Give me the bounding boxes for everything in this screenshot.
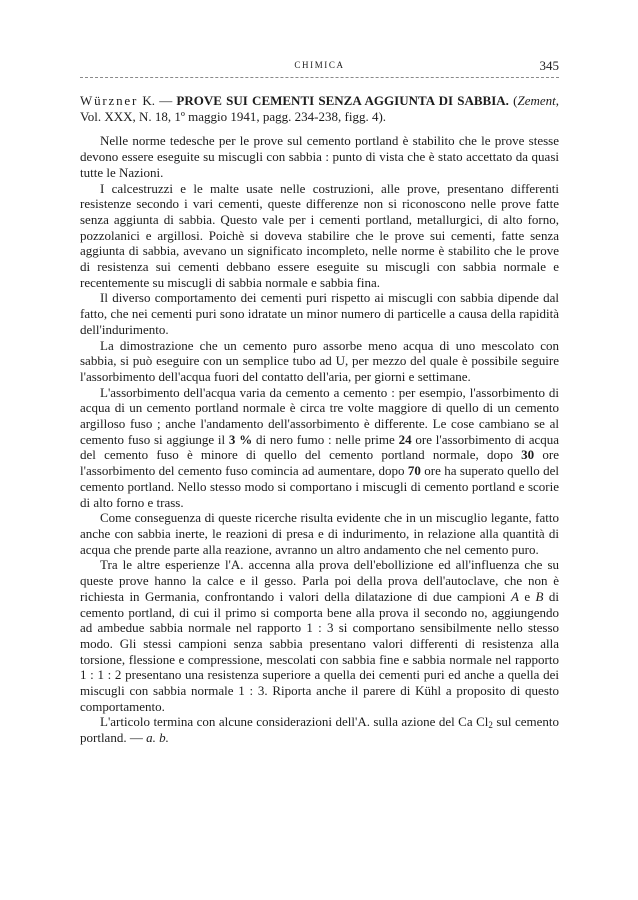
p7-and: e	[524, 588, 531, 604]
header-rule	[80, 77, 559, 78]
p7-text-d: presentano una resistenza superiore a quella dei cementi puri ed anche a quella dei miscugli con sabbia normale	[80, 667, 559, 699]
p8-text-a: L'articolo termina con alcune considerazioni dell'A. sulla azione del	[100, 714, 455, 730]
p5-hours-30: 30	[521, 447, 535, 463]
article-body	[80, 93, 559, 746]
paragraph-1: Nelle norme tedesche per le prove sul cemento portland è stabilito che le prove stesse devono essere eseguite su miscugli con sabbia : punto di vista che è stato accettato da quasi tutte le Nazioni.	[80, 133, 559, 180]
author-initial: K.	[142, 93, 155, 108]
p5-text-c: ore l'assorbimento di acqua del cemento fuso è minore di quello del cemento portland normale, dopo	[80, 431, 560, 463]
formula-cacl: Ca Cl	[458, 714, 489, 730]
reviewer-signature: a. b.	[146, 730, 169, 746]
p7-text-c: si comportano sensibilmente nello stesso modo. Gli stessi campioni senza sabbia presentano valori differenti di resistenza alla torsione, flessione e compressione, mescolati con sabbia fine e sabbia normale nel rapporto	[80, 620, 560, 667]
running-head	[80, 58, 559, 78]
citation: , Vol. XXX, N. 18, 1º maggio 1941, pagg. 234-238, figg. 4).	[80, 93, 560, 124]
p7-text-b: di cemento portland, di cui il primo si comporta bene alla prova il secondo no, aggiungendo ad ambedue sabbia normale nel rapporto	[80, 588, 560, 636]
source-open: (	[513, 93, 518, 108]
paragraph-3: Il diverso comportamento dei cementi puri rispetto ai miscugli con sabbia dipende dal fatto, che nei cementi puri sono idratate un minor numero di particelle a causa della rapidità dell'indurimento.	[80, 290, 559, 337]
p5-text-d: ore l'assorbimento del cemento fuso comincia ad aumentare, dopo	[80, 447, 559, 479]
paragraph-7	[80, 557, 559, 714]
p7-text-e: . Riporta anche il parere di Kühl a proposito di questo comportamento.	[80, 683, 559, 714]
p7-text-a: Tra le altre esperienze l'A. accenna alla prova dell'ebollizione ed all'influenza che su queste prove hanno la calce e il gesso. Parla poi della prova dell'autoclave, che non è richiesta in Germania, confrontando i valori della dilatazione di due campioni	[80, 557, 559, 604]
page-number: 345	[539, 58, 559, 73]
p5-hours-24: 24	[398, 431, 412, 447]
article-heading	[80, 93, 559, 124]
paragraph-6: Come conseguenza di queste ricerche risulta evidente che in un miscuglio legante, fatto anche con sabbia inerte, le reazioni di presa e di indurimento, in relazione alla quantità di acqua che prende parte alla reazione, avranno un altro andamento che nel cemento puro.	[80, 510, 559, 557]
paragraph-2: I calcestruzzi e le malte usate nelle costruzioni, alle prove, presentano differenti resistenze secondo i vari cementi, queste differenze non si riconoscono nelle prove fatte senza aggiunta di sabbia. Questo vale per i cementi portland, metallurgici, di alto forno, pozzolanici e argillosi. Poichè si doveva stabilire che le prove sui cementi, fatte senza aggiunta di sabbia, avevano un significato incompleto, nelle norme è stabilito che le prove di resistenza sui cementi debbano essere eseguite su miscugli con sabbia normale e recentemente su miscugli di sabbia normale e sabbia fina.	[80, 180, 559, 290]
paragraph-4: La dimostrazione che un cemento puro assorbe meno acqua di uno mescolato con sabbia, si può eseguire con un semplice tubo ad U, per mezzo del quale è possibile seguire l'assorbimento dell'acqua fuori del contatto dell'aria, per giorni e settimane.	[80, 337, 559, 384]
p8-text-b: sul cemento portland. —	[80, 714, 559, 746]
paragraph-5	[80, 385, 559, 511]
p5-hours-70: 70	[407, 463, 421, 479]
p5-text-e: ore ha superato quello del cemento portland. Nello stesso modo si comportano i miscugli di cemento portland e scorie di alto forno e trass.	[80, 463, 559, 510]
p5-text-b: di nero fumo : nelle prime	[256, 431, 395, 447]
p5-percent: 3 %	[228, 431, 253, 447]
ratio-1-3-second: 1 : 3	[238, 683, 265, 699]
formula-subscript: 2	[488, 720, 493, 731]
article-title: PROVE SUI CEMENTI SENZA AGGIUNTA DI SABBIA.	[176, 93, 509, 108]
paragraph-8	[80, 714, 559, 745]
sample-b-label: B	[535, 588, 544, 604]
heading-dash: —	[159, 93, 173, 108]
author-surname: Würzner	[80, 93, 139, 108]
journal-name: Zement	[517, 93, 556, 108]
ratio-1-3: 1 : 3	[306, 620, 334, 636]
ratio-1-1-2: 1 : 1 : 2	[80, 667, 122, 683]
p5-text-a: L'assorbimento dell'acqua varia da cemento a cemento : per esempio, l'assorbimento di acqua di un cemento portland normale è circa tre volte maggiore di quello di un cemento argilloso fuso ; anche l'andamento dell'assorbimento è differente. Le cose cambiano se al cemento fuso si aggiunge il	[80, 384, 559, 447]
section-title: CHIMICA	[294, 60, 345, 70]
sample-a-label: A	[510, 588, 519, 604]
